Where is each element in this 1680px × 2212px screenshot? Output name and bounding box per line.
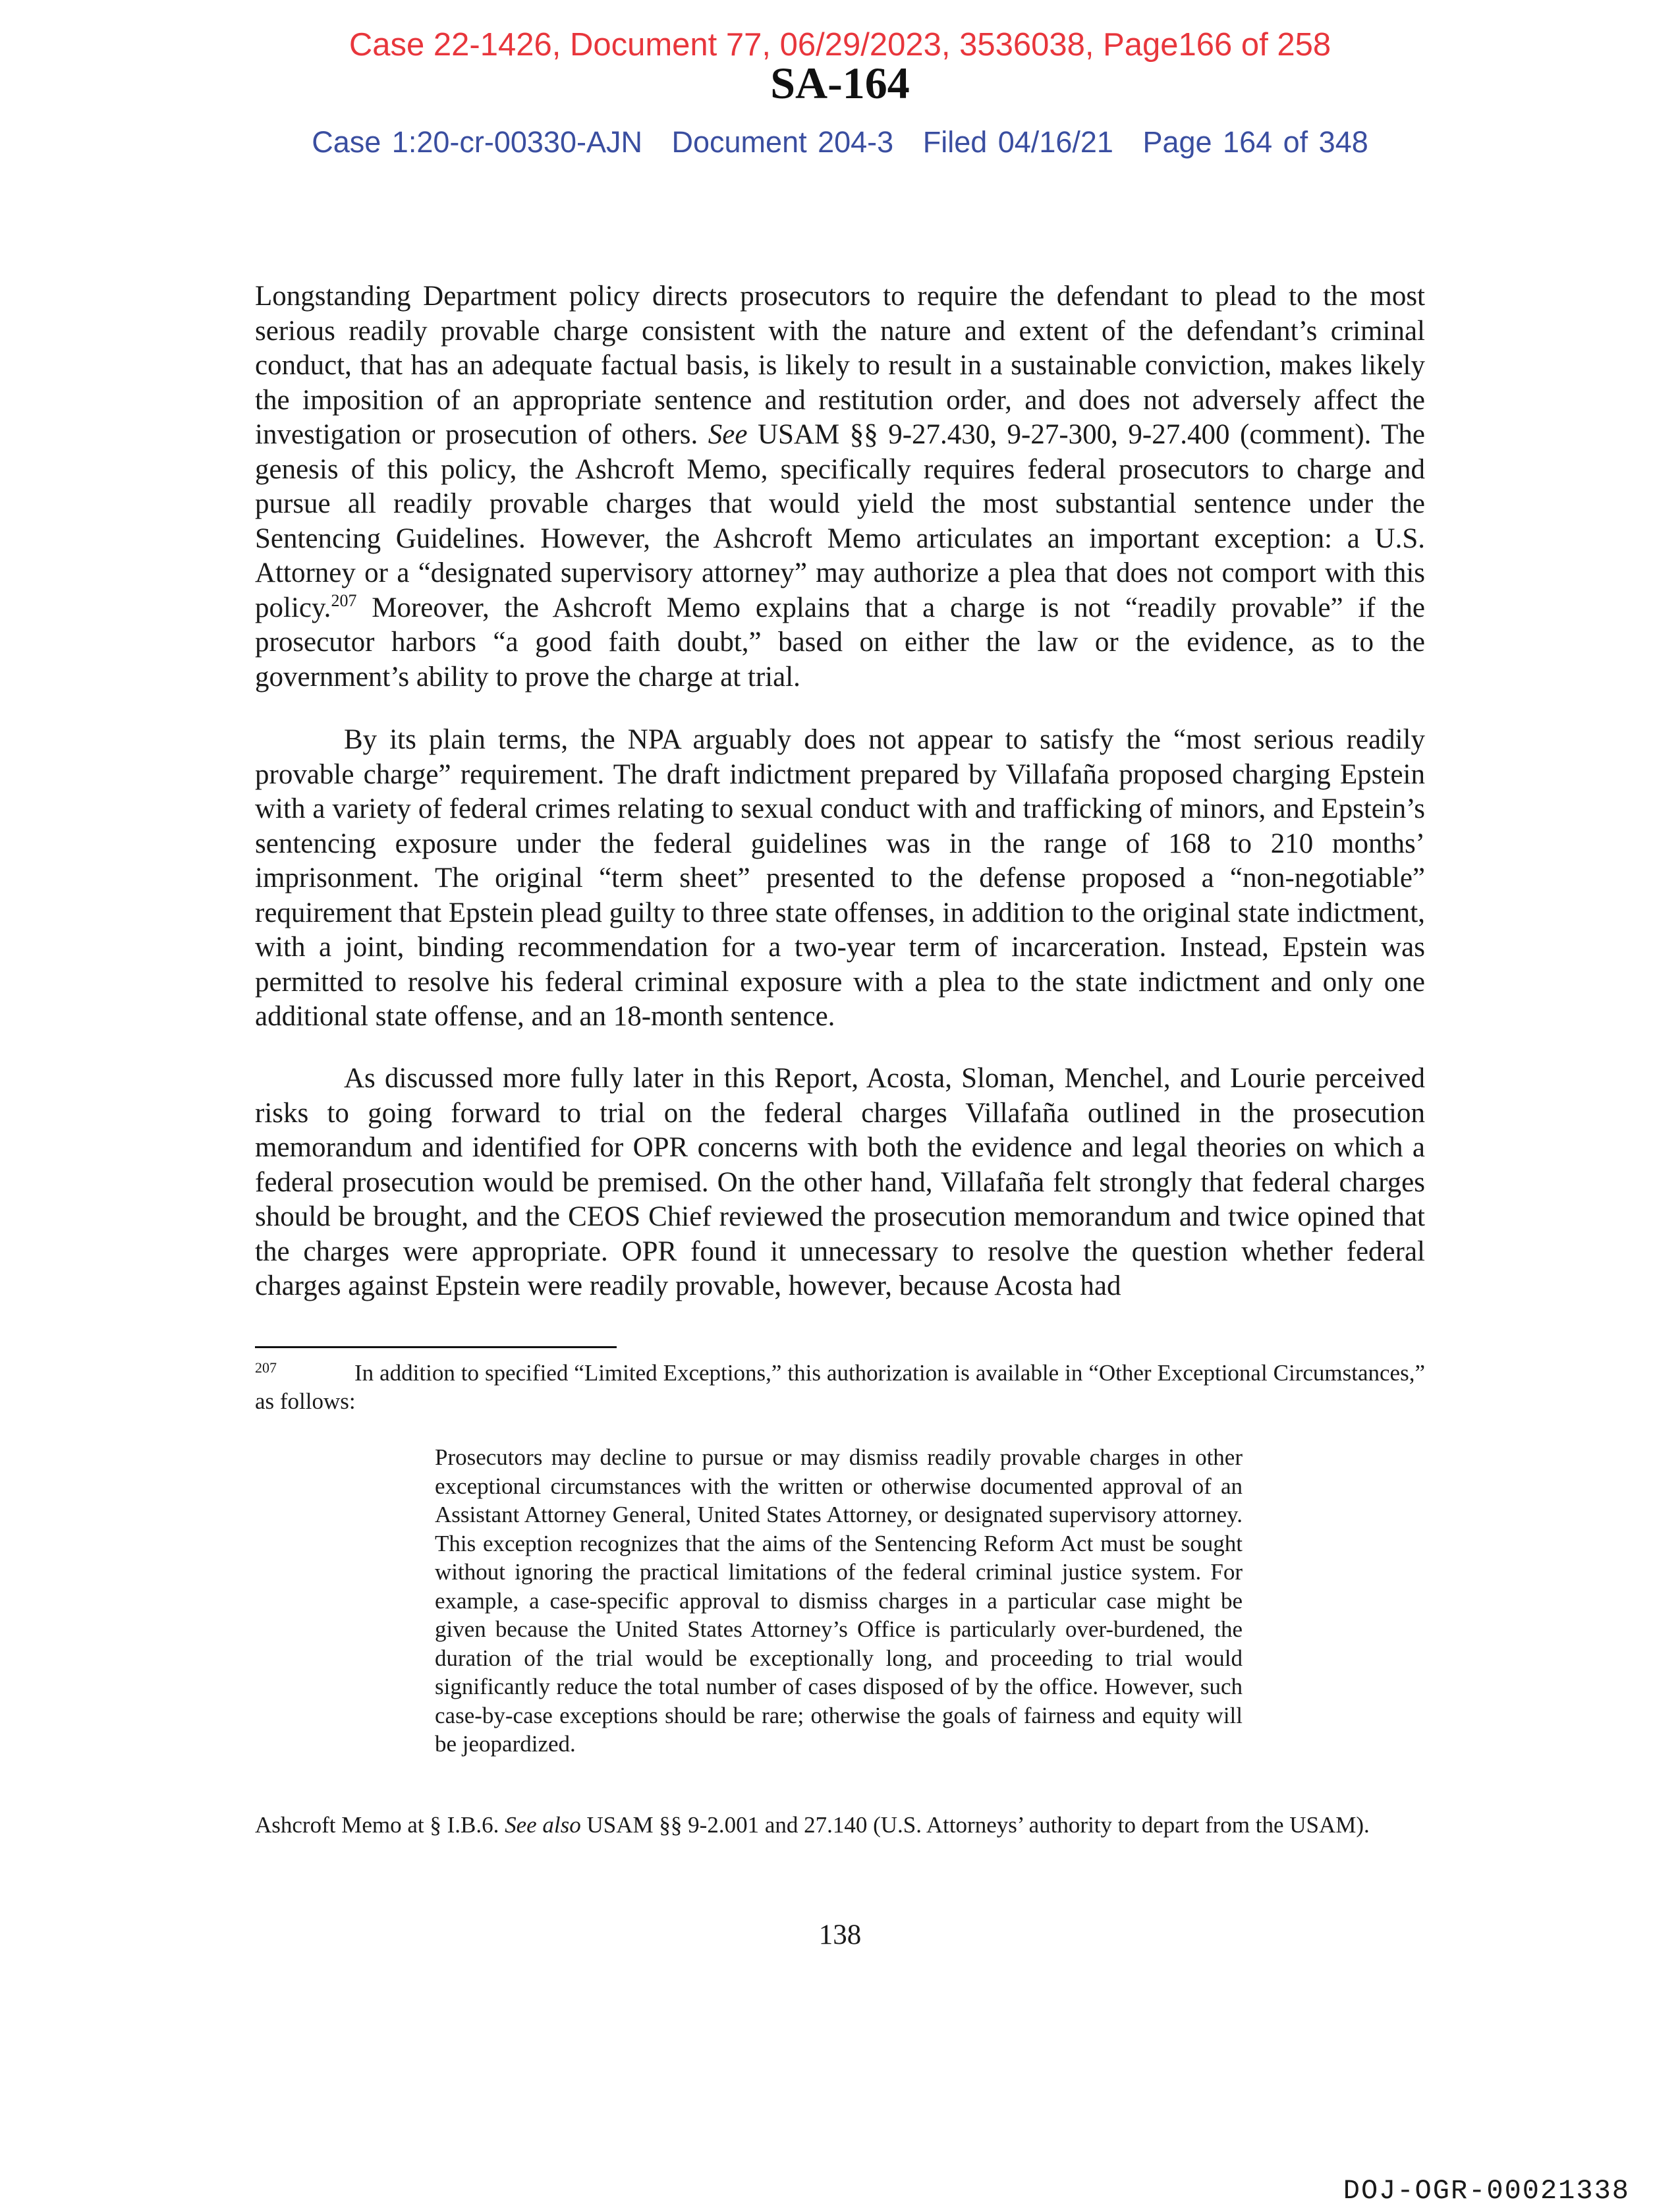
footnote-cite-a: Ashcroft Memo at § I.B.6. xyxy=(255,1812,505,1838)
footnote-number: 207 xyxy=(255,1359,277,1376)
bates-number: DOJ-OGR-00021338 xyxy=(1343,2175,1630,2207)
appellate-case-stamp: Case 22-1426, Document 77, 06/29/2023, 3536038, Page166 of 258 xyxy=(349,27,1331,63)
footnote-intro-text: In addition to specified “Limited Exceptions,” this authorization is available in “Other Exceptional Circumstances,” as follows: xyxy=(255,1360,1425,1414)
footnote-block-quote: Prosecutors may decline to pursue or may dismiss readily provable charges in other exceptional circumstances with the written or otherwise documented approval of an Assistant Attorney General, United States Attorney, or designated supervisory attorney. This exception recognizes that the aims of the Sentencing Reform Act must be sought without ignoring the practical limitations of the federal criminal justice system. For example, a case-specific approval to dismiss charges in a particular case might be given because the United States Attorney’s Office is particularly over-burdened, the duration of the trial would be exceptionally long, and proceeding to trial would significantly reduce the total number of cases disposed of by the office. However, such case-by-case exceptions should be rare; otherwise the goals of fairness and equity will be jeopardized. xyxy=(435,1444,1243,1757)
body-paragraph-3 xyxy=(255,1062,1425,1304)
footnote-see-also-signal: See also xyxy=(505,1812,581,1838)
district-filed-date: Filed 04/16/21 xyxy=(922,125,1113,159)
page-number: 138 xyxy=(818,1919,862,1950)
para2-text: By its plain terms, the NPA arguably does not appear to satisfy the “most serious readily provable charge” requirement. The draft indictment prepared by Villafaña proposed charging Epstein with a variety of federal crimes relating to sexual conduct with and trafficking of minors, and Epstein’s sentencing exposure under the federal guidelines was in the range of 168 to 210 months’ imprisonment. The original “term sheet” presented to the defense proposed a “non-negotiable” requirement that Epstein plead guilty to three state offenses, in addition to the original state indictment, with a joint, binding recommendation for a two-year term of incarceration. Instead, Epstein was permitted to resolve his federal criminal exposure with a plea to the state indictment and only one additional state offense, and an 18-month sentence. xyxy=(255,724,1425,1032)
para1-see-signal: See xyxy=(708,419,748,450)
sa-page-label: SA-164 xyxy=(770,58,910,108)
district-case-stamp xyxy=(0,127,1680,157)
body-paragraph-1 xyxy=(255,279,1425,695)
district-page-count: Page 164 of 348 xyxy=(1142,125,1368,159)
footnote-cite-b: USAM §§ 9-2.001 and 27.140 (U.S. Attorneys’ authority to depart from the USAM). xyxy=(580,1812,1370,1838)
para1-text-b: USAM §§ 9-27.430, 9-27-300, 9-27.400 (comment). The genesis of this policy, the Ashcroft Memo, specifically requires federal prosecutors to charge and pursue all readily provable charges that would yield the most substantial sentence under the Sentencing Guidelines. However, the Ashcroft Memo articulates an important exception: a U.S. Attorney or a “designated supervisory attorney” may authorize a plea that does not comport with this policy. xyxy=(255,419,1425,623)
footnote-separator-rule xyxy=(255,1346,617,1348)
district-case-number: Case 1:20-cr-00330-AJN xyxy=(312,125,642,159)
footnote-citation xyxy=(255,1811,1425,1839)
para1-text-c: Moreover, the Ashcroft Memo explains that a charge is not “readily provable” if the prosecutor harbors “a good faith doubt,” based on either the law or the evidence, as to the government’s ability to prove the charge at trial. xyxy=(255,592,1425,693)
body-paragraph-2 xyxy=(255,723,1425,1035)
footnote-207-intro xyxy=(255,1359,1425,1415)
footnote-reference-207[interactable]: 207 xyxy=(331,590,357,610)
para3-text: As discussed more fully later in this Report, Acosta, Sloman, Menchel, and Lourie perceived risks to going forward to trial on the federal charges Villafaña outlined in the prosecution memorandum and identified for OPR concerns with both the evidence and legal theories on which a federal prosecution would be premised. On the other hand, Villafaña felt strongly that federal charges should be brought, and the CEOS Chief reviewed the prosecution memorandum and twice opined that the charges were appropriate. OPR found it unnecessary to resolve the question whether federal charges against Epstein were readily provable, however, because Acosta had xyxy=(255,1063,1425,1301)
para1-text-a: Longstanding Department policy directs prosecutors to require the defendant to plead to the most serious readily provable charge consistent with the nature and extent of the defendant’s criminal conduct, that has an adequate factual basis, is likely to result in a sustainable conviction, makes likely the imposition of an appropriate sentence and restitution order, and does not adversely affect the investigation or prosecution of others. xyxy=(255,281,1425,450)
district-document-number: Document 204-3 xyxy=(671,125,894,159)
